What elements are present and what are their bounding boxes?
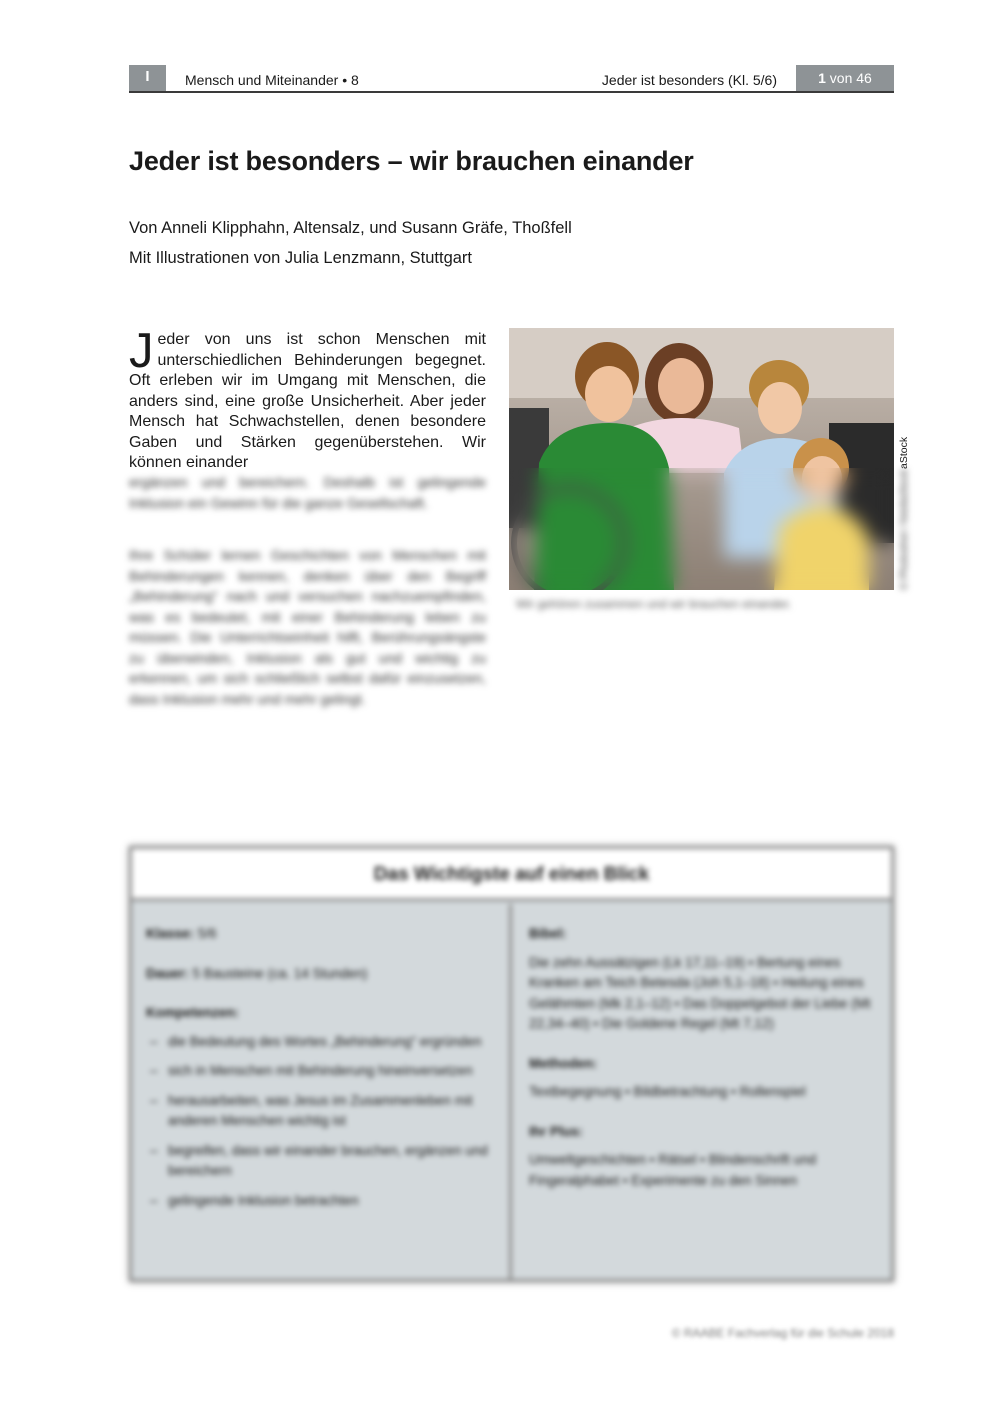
summary-heading: Das Wichtigste auf einen Blick xyxy=(132,849,891,901)
list-item: – herausarbeiten, was Jesus im Zusammenleben mit anderen Menschen wichtig ist xyxy=(146,1091,495,1132)
methods-label: Methoden: xyxy=(529,1055,598,1071)
bible-text: Die zehn Aussätzigen (Lk 17,11–19) • Bertung eines Kranken am Teich Betesda (Joh 5,1–18) • Heilung eines Gelähmten (Mk 2,1–12) • Das Doppelgebot der Liebe (Mt 22,34–40) • Die Goldene Regel (Mt 7,12) xyxy=(529,954,871,1031)
list-item: – gelingende Inklusion betrachten xyxy=(146,1191,495,1212)
competencies-label: Kompetenzen: xyxy=(146,1005,240,1020)
intro-paragraph xyxy=(129,324,486,474)
drop-cap: J xyxy=(129,324,154,378)
page-current: 1 xyxy=(818,70,826,86)
intro-text: eder von uns ist schon Menschen mit unterschiedlichen Behinderungen begegnet. Oft erleben wir im Umgang mit Menschen, die anders sind, eine große Unsicherheit. Aber jeder Mensch hat Schwachstellen, denen besondere Gaben und Stärken gegenüberstehen. Wir können einander xyxy=(129,331,486,471)
unit-label: Jeder ist besonders (Kl. 5/6) xyxy=(601,72,777,88)
photo-blur-overlay xyxy=(509,468,894,590)
duration-row: Dauer: 5 Bausteine (ca. 14 Stunden) xyxy=(146,965,368,981)
page-total: von 46 xyxy=(825,70,872,86)
summary-box xyxy=(129,846,894,1282)
page-counter xyxy=(796,65,894,91)
copyright-footer: © RAABE Fachverlag für die Schule 2018 xyxy=(671,1326,894,1340)
photo-credit-visible: aStock xyxy=(898,436,910,469)
photo-caption: Wir gehören zusammen und wir brauchen einander. xyxy=(516,597,792,611)
bible-label: Bibel: xyxy=(529,926,567,941)
grade-row: Klasse: 5/6 xyxy=(146,926,217,941)
list-item: – begreifen, dass wir einander brauchen, ergänzen und bereichern xyxy=(146,1141,495,1182)
page-title: Jeder ist besonders – wir brauchen einander xyxy=(129,146,694,176)
list-item: – sich in Menschen mit Behinderung hineinversetzen xyxy=(146,1061,495,1082)
summary-left-column xyxy=(132,904,512,1279)
section-marker: I xyxy=(129,65,166,91)
illustrator-line: Mit Illustrationen von Julia Lenzmann, Stuttgart xyxy=(129,249,473,267)
methods-text: Textbegegnung • Bildbetrachtung • Rollenspiel xyxy=(529,1084,806,1099)
plus-text: Umweltgeschichten • Rätsel • Blindenschrift und Fingeralphabet • Experimente zu den Sinnen xyxy=(529,1152,817,1188)
summary-right-column xyxy=(515,904,891,1279)
intro-text-blurred: ergänzen und bereichern. Deshalb ist gelingende Inklusion ein Gewinn für die ganze Gesellschaft. xyxy=(129,474,486,511)
page-header xyxy=(129,65,894,93)
list-item: – die Bedeutung des Wortes „Behinderung“ ergründen xyxy=(146,1032,495,1053)
plus-label: Ihr Plus: xyxy=(529,1123,584,1139)
photo-credit-blurred: © Photoshot / fotoliaStock xyxy=(898,469,910,590)
author-line: Von Anneli Klipphahn, Altensalz, und Susann Gräfe, Thoßfell xyxy=(129,219,572,237)
intro-second-paragraph: Ihre Schüler lernen Geschichten von Menschen mit Behinderungen kennen, denken über den Begriff „Behinderung“ nach und versuchen nachzuempfinden, was es bedeutet, mit einer Behinderung leben zu müssen. Die Unterrichtseinheit hilft, Berührungsängste zu überwinden, Inklusion als gut und wichtig zu erkennen, um sich schließlich selbst dafür einzusetzen, dass Inklusion mehr und mehr gelingt. xyxy=(129,547,486,707)
children-photo xyxy=(509,328,894,590)
series-label: Mensch und Miteinander • 8 xyxy=(185,72,359,88)
